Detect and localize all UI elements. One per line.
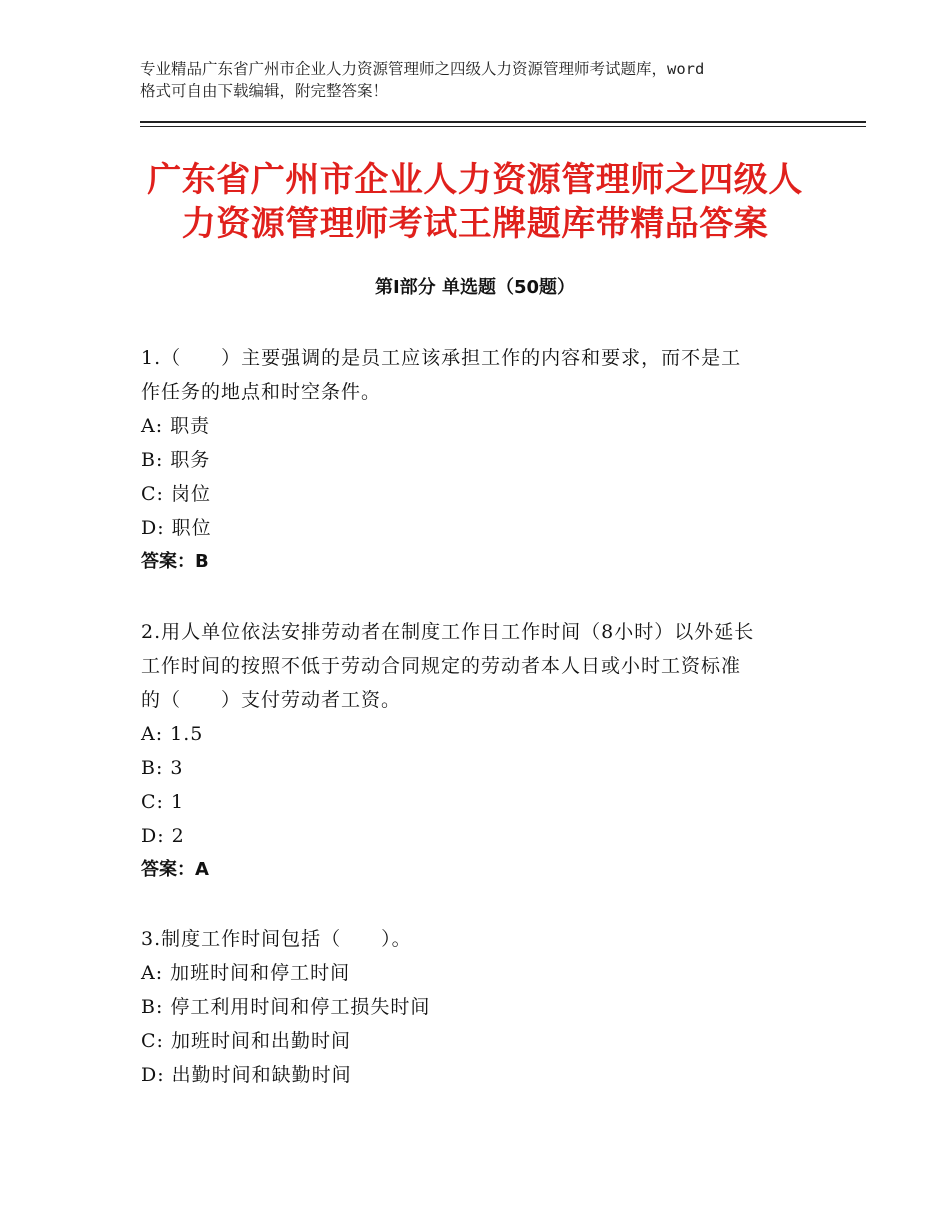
option-c: C: 岗位 bbox=[141, 483, 211, 505]
option-d: D: 2 bbox=[141, 825, 185, 847]
question-stem bbox=[141, 615, 813, 717]
question-stem-line: 的（ ）支付劳动者工资。 bbox=[141, 689, 402, 711]
question-stem-line: 3.制度工作时间包括（ ）。 bbox=[141, 928, 412, 950]
question-2 bbox=[141, 615, 813, 887]
option-a: A: 1.5 bbox=[141, 723, 204, 745]
option-a: A: 职责 bbox=[141, 415, 211, 437]
question-stem-line: 2.用人单位依法安排劳动者在制度工作日工作时间（8小时）以外延长 bbox=[141, 621, 755, 643]
option-b: B: 停工利用时间和停工损失时间 bbox=[141, 996, 431, 1018]
answer: 答案：B bbox=[141, 551, 209, 572]
question-3 bbox=[141, 922, 813, 1092]
document-title-line-2: 力资源管理师考试王牌题库带精品答案 bbox=[181, 204, 769, 244]
header-note-line-1: 专业精品广东省广州市企业人力资源管理师之四级人力资源管理师考试题库，word bbox=[140, 60, 705, 78]
header-rule-thin bbox=[140, 126, 866, 127]
question-1 bbox=[141, 341, 813, 579]
document-title-line-1: 广东省广州市企业人力资源管理师之四级人 bbox=[147, 160, 803, 200]
option-d: D: 出勤时间和缺勤时间 bbox=[141, 1064, 352, 1086]
option-c: C: 1 bbox=[141, 791, 185, 813]
option-c: C: 加班时间和出勤时间 bbox=[141, 1030, 351, 1052]
option-b: B: 职务 bbox=[141, 449, 211, 471]
question-stem-line: 作任务的地点和时空条件。 bbox=[141, 381, 382, 403]
option-a: A: 加班时间和停工时间 bbox=[141, 962, 351, 984]
header-note bbox=[140, 58, 820, 102]
document-title bbox=[120, 158, 830, 246]
question-stem bbox=[141, 922, 813, 956]
option-b: B: 3 bbox=[141, 757, 184, 779]
section-title: 第Ⅰ部分 单选题（50题） bbox=[374, 277, 575, 298]
question-stem-line: 工作时间的按照不低于劳动合同规定的劳动者本人日或小时工资标准 bbox=[141, 655, 742, 677]
option-d: D: 职位 bbox=[141, 517, 212, 539]
question-stem bbox=[141, 341, 813, 409]
answer: 答案：A bbox=[141, 859, 209, 880]
question-stem-line: 1.（ ）主要强调的是员工应该承担工作的内容和要求，而不是工 bbox=[141, 347, 742, 369]
header-note-line-2: 格式可自由下载编辑，附完整答案！ bbox=[140, 82, 389, 100]
header-rule-thick bbox=[140, 121, 866, 123]
